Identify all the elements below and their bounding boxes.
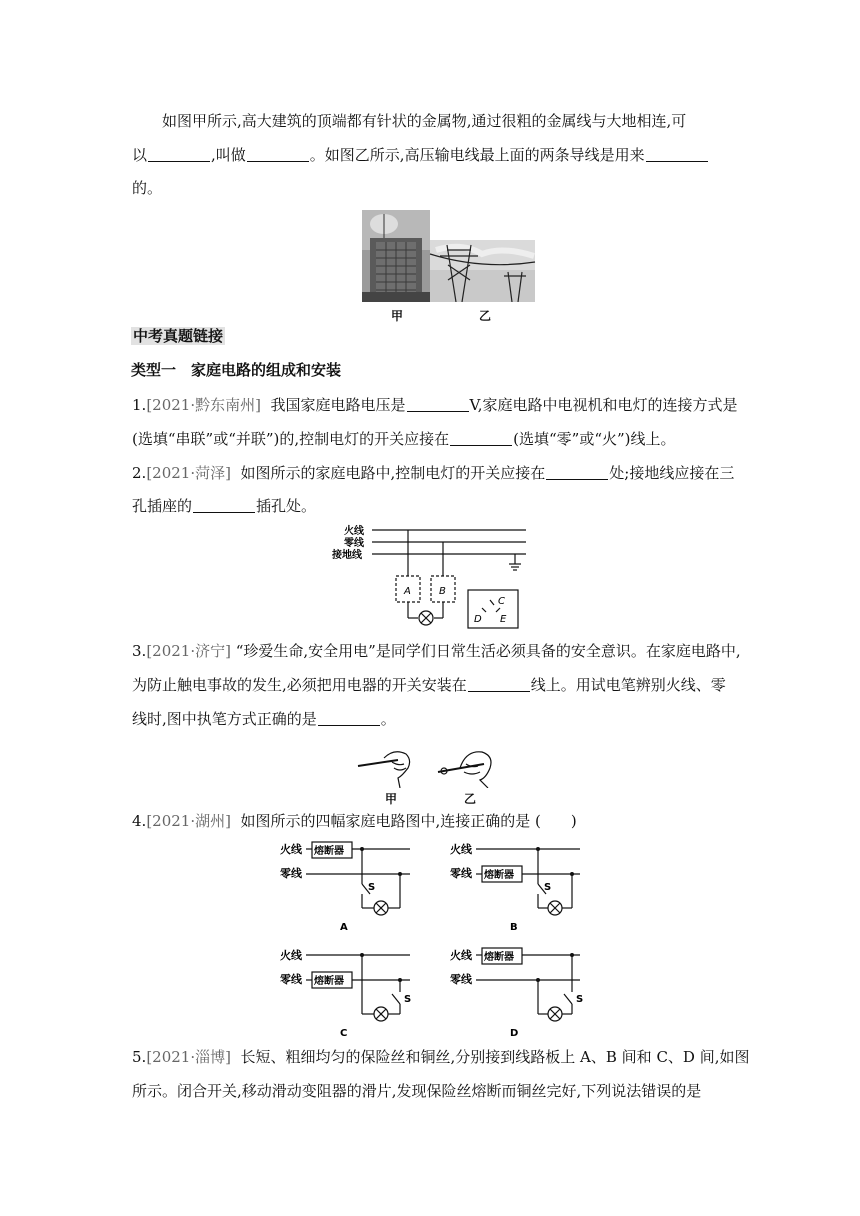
answer-blank (148, 147, 210, 162)
answer-blank (247, 147, 309, 162)
q3-line-2 (132, 675, 726, 695)
answer-blank (318, 711, 380, 726)
q3-line-3 (132, 709, 396, 729)
q1-text-b: V,家庭电路中电视机和电灯的连接方式是 (469, 396, 738, 414)
live-wire-label: 火线 (450, 843, 472, 856)
q1-text-a: 我国家庭电路电压是 (270, 396, 406, 414)
neutral-wire-label: 零线 (280, 973, 302, 986)
q4-panel-d (446, 942, 586, 1038)
q3-text-b: 为防止触电事故的发生,必须把用电器的开关安装在 (132, 676, 467, 694)
q3-text-c: 线上。用试电笔辨别火线、零 (530, 676, 726, 694)
q2-line-2 (132, 496, 316, 516)
q1-text-c: (选填“串联”或“并联”)的,控制电灯的开关应接在 (132, 430, 450, 448)
q4-panel-a (276, 836, 416, 932)
q5-line-2: 所示。闭合开关,移动滑动变阻器的滑片,发现保险丝熔断而铜丝完好,下列说法错误的是 (132, 1082, 702, 1100)
box-label-a: A (404, 586, 411, 597)
wire-label-ground: 接地线 (332, 550, 362, 561)
q1-number: 1. (132, 396, 147, 414)
photo-figure (362, 210, 537, 302)
tower-photo (430, 240, 535, 302)
switch-label: S (576, 994, 584, 1005)
answer-blank (193, 498, 255, 513)
live-wire-label: 火线 (280, 949, 302, 962)
q3-line-1 (132, 641, 741, 661)
q2-text-c: 孔插座的 (132, 497, 193, 515)
socket-label-c: C (498, 596, 505, 607)
q3-text-a: “珍爱生命,安全用电”是同学们日常生活必须具备的安全意识。在家庭电路中, (235, 642, 741, 660)
answer-blank (646, 147, 708, 162)
socket-label-e: E (500, 614, 507, 625)
q4-source: [2021·湖州] (146, 812, 231, 830)
wire-label-live: 火线 (344, 526, 364, 537)
live-wire-label: 火线 (280, 843, 302, 856)
fuse-label: 熔断器 (314, 846, 344, 857)
fuse-label: 熔断器 (484, 870, 514, 881)
q2-text-a: 如图所示的家庭电路中,控制电灯的开关应接在 (240, 464, 546, 482)
q1-line-2 (132, 429, 676, 449)
q3-label-yi: 乙 (464, 792, 477, 806)
q1-text-d: (选填“零”或“火”)线上。 (513, 430, 676, 448)
intro-line-2 (132, 145, 709, 165)
q4-panel-b (446, 836, 586, 932)
q2-circuit-diagram (328, 522, 528, 632)
q5-source: [2021·淄博] (146, 1048, 231, 1066)
switch-label: S (404, 994, 412, 1005)
q1-source: [2021·黔东南州] (146, 396, 261, 414)
fuse-label: 熔断器 (314, 976, 344, 987)
neutral-wire-label: 零线 (280, 867, 302, 880)
q2-number: 2. (132, 464, 147, 482)
intro-text-b: ,叫做 (211, 146, 246, 164)
q2-line-1 (132, 463, 734, 483)
section-title: 中考真题链接 (133, 327, 224, 345)
answer-blank (546, 465, 608, 480)
box-label-b: B (439, 586, 446, 597)
answer-blank (407, 397, 469, 412)
fuse-label: 熔断器 (484, 952, 514, 963)
panel-label: D (510, 1028, 519, 1038)
intro-text-c: 。如图乙所示,高压输电线最上面的两条导线是用来 (309, 146, 645, 164)
q4-panel-c (276, 942, 416, 1038)
type-title: 类型一 家庭电路的组成和安装 (131, 361, 342, 379)
q3-number: 3. (132, 642, 147, 660)
q5-line-1 (132, 1047, 750, 1067)
switch-label: S (368, 882, 376, 893)
answer-blank (468, 677, 530, 692)
q4-number: 4. (132, 812, 147, 830)
neutral-wire-label: 零线 (450, 867, 472, 880)
q5-number: 5. (132, 1048, 147, 1066)
photo-label-jia: 甲 (391, 309, 404, 323)
q3-text-d: 线时,图中执笔方式正确的是 (132, 710, 317, 728)
socket-label-d: D (474, 614, 482, 625)
q4-text: 如图所示的四幅家庭电路图中,连接正确的是 ( ) (240, 812, 577, 830)
switch-label: S (544, 882, 552, 893)
intro-line-1: 如图甲所示,高大建筑的顶端都有针状的金属物,通过很粗的金属线与大地相连,可 (162, 112, 687, 130)
q3-text-e: 。 (380, 710, 396, 728)
panel-label: C (340, 1028, 348, 1038)
building-photo (362, 210, 430, 302)
q2-text-b: 处;接地线应接在三 (609, 464, 735, 482)
photo-label-yi: 乙 (479, 309, 492, 323)
neutral-wire-label: 零线 (450, 973, 472, 986)
q3-source: [2021·济宁] (146, 642, 231, 660)
panel-label: B (510, 922, 518, 932)
q3-label-jia: 甲 (385, 792, 398, 806)
q5-text-a: 长短、粗细均匀的保险丝和铜丝,分别接到线路板上 A、B 间和 C、D 间,如图 (240, 1048, 750, 1066)
intro-text-a: 以 (132, 146, 148, 164)
intro-line-3: 的。 (132, 179, 163, 197)
live-wire-label: 火线 (450, 949, 472, 962)
panel-label: A (340, 922, 348, 932)
answer-blank (450, 431, 512, 446)
q3-test-pen-figure (354, 738, 514, 788)
q2-text-d: 插孔处。 (256, 497, 317, 515)
wire-label-neutral: 零线 (344, 538, 364, 549)
q1-line-1 (132, 395, 738, 415)
q4-line-1 (132, 811, 577, 831)
q2-source: [2021·菏泽] (146, 464, 231, 482)
